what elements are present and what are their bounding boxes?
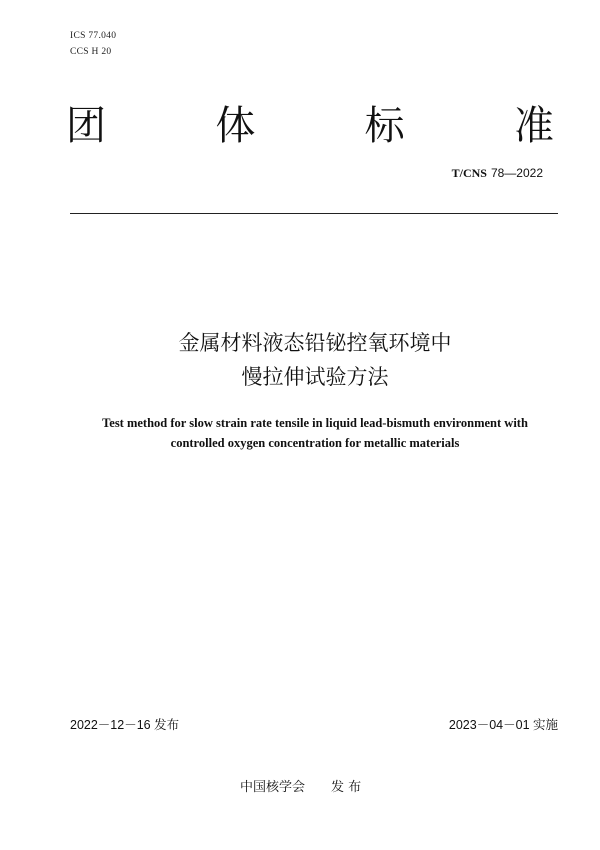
chinese-title — [0, 326, 600, 394]
standard-type-char: 团 — [66, 103, 106, 149]
chinese-title-line: 金属材料液态铅铋控氧环境中 — [178, 331, 452, 355]
header-divider — [70, 213, 558, 214]
publisher-action: 发 布 — [331, 780, 362, 795]
standard-type-char: 体 — [215, 103, 256, 149]
english-title — [60, 413, 570, 453]
ccs-code: CCS H 20 — [70, 47, 112, 57]
english-title-line: controlled oxygen concentration for metallic materials — [170, 436, 460, 450]
implementation-date: 2023－04－01 实施 — [448, 718, 558, 732]
chinese-title-line: 慢拉伸试验方法 — [241, 365, 389, 389]
english-title-line: Test method for slow strain rate tensile in liquid lead-bismuth environment with — [102, 416, 528, 430]
standard-number-value: 78—2022 — [490, 166, 543, 180]
standard-type-char: 准 — [513, 103, 554, 149]
standard-type-char: 标 — [364, 103, 405, 149]
standard-type-heading — [66, 96, 554, 156]
issue-date: 2022－12－16 发布 — [70, 718, 180, 732]
standard-number — [452, 166, 543, 181]
classification-codes — [70, 28, 116, 60]
standard-number-prefix: T/CNS — [451, 166, 487, 180]
publisher-name: 中国核学会 — [240, 780, 306, 795]
ics-code: ICS 77.040 — [70, 31, 117, 41]
publisher — [240, 776, 361, 795]
